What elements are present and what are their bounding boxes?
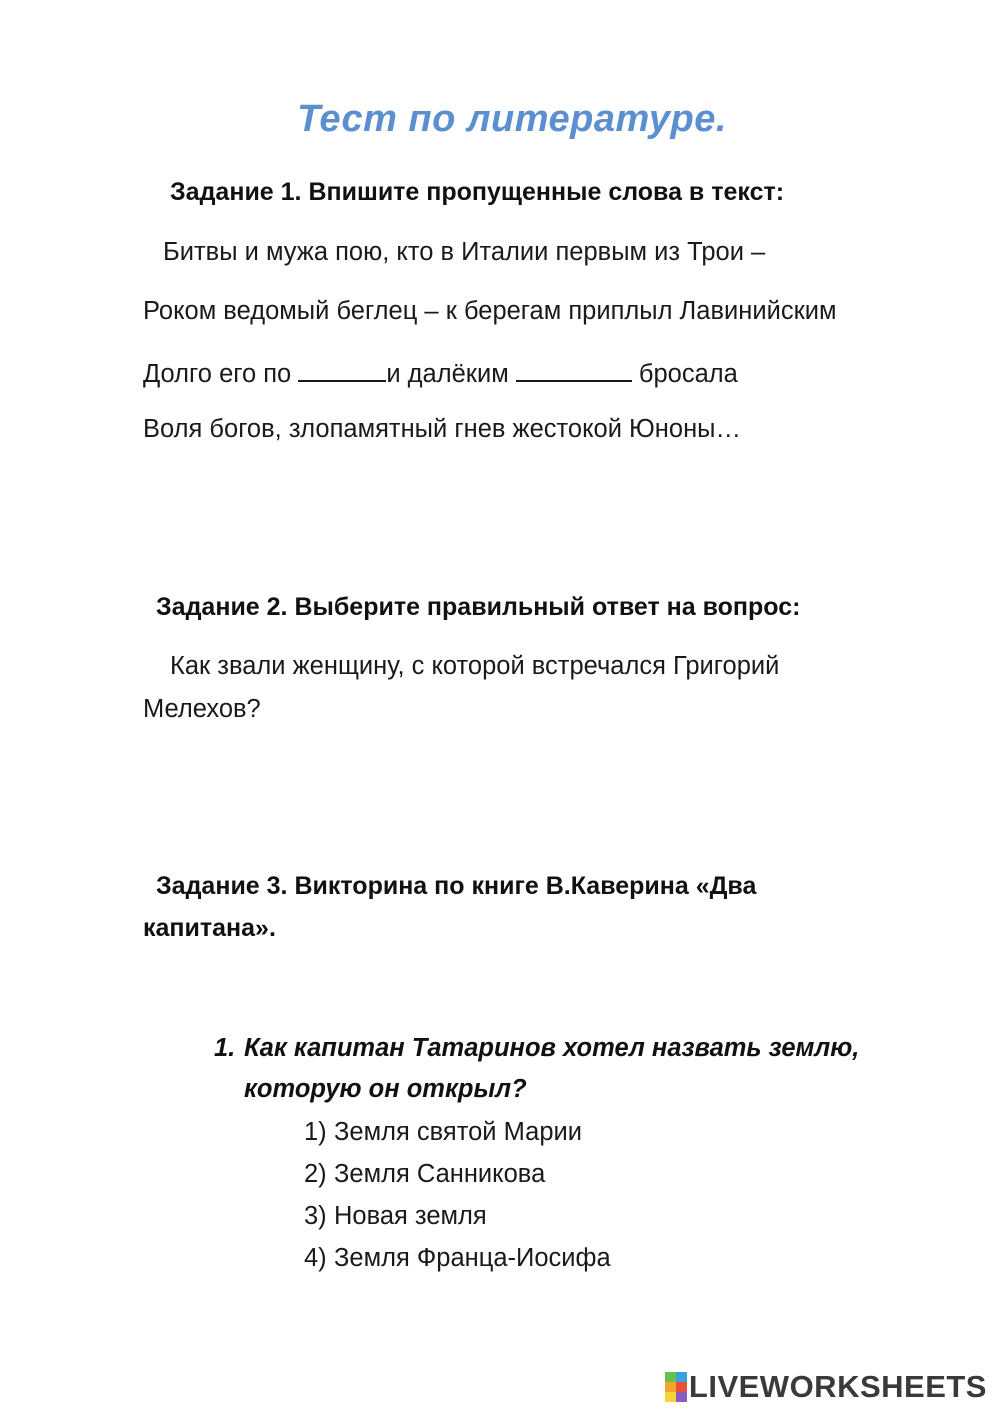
answer-option-1[interactable] xyxy=(304,1118,582,1147)
option-number: 1) xyxy=(304,1118,327,1146)
logo-square xyxy=(665,1372,676,1382)
task2-heading: Задание 2. Выберите правильный ответ на вопрос: xyxy=(156,593,801,621)
task3-heading-line-2: капитана». xyxy=(143,914,276,942)
option-label: Новая земля xyxy=(334,1202,487,1230)
task2-question-line-2: Мелехов? xyxy=(143,695,261,723)
logo-square xyxy=(676,1382,687,1392)
option-label: Земля Санникова xyxy=(334,1160,546,1188)
task2-question-line-1: Как звали женщину, с которой встречался Григорий xyxy=(170,652,780,680)
task1-line-3-part-a: Долго его по xyxy=(143,360,299,388)
task1-line-2: Роком ведомый беглец – к берегам приплыл Лавинийским xyxy=(143,297,837,325)
answer-option-3[interactable] xyxy=(304,1202,487,1231)
option-number: 3) xyxy=(304,1202,327,1230)
logo-square xyxy=(665,1382,676,1392)
option-number: 4) xyxy=(304,1244,327,1272)
task1-line-4: Воля богов, злопамятный гнев жестокой Юноны… xyxy=(143,415,741,443)
option-label: Земля святой Марии xyxy=(334,1118,582,1146)
logo-square xyxy=(676,1392,687,1402)
task1-heading: Задание 1. Впишите пропущенные слова в текст: xyxy=(170,178,785,206)
task1-line-3-part-c: бросала xyxy=(631,360,738,388)
logo-square xyxy=(676,1372,687,1382)
option-label: Земля Франца-Иосифа xyxy=(334,1244,611,1272)
liveworksheets-brand[interactable] xyxy=(665,1369,987,1405)
brand-name: LIVEWORKSHEETS xyxy=(688,1369,987,1404)
blank-field-2[interactable] xyxy=(516,356,632,382)
blank-field-1[interactable] xyxy=(298,356,386,382)
answer-option-2[interactable] xyxy=(304,1160,545,1189)
task1-line-3 xyxy=(143,356,738,389)
question-text-line-2: которую он открыл? xyxy=(244,1075,527,1103)
page-title: Тест по литературе. xyxy=(297,98,727,140)
task1-line-3-part-b: и далёким xyxy=(386,360,516,388)
task1-line-1: Битвы и мужа пою, кто в Италии первым из Трои – xyxy=(163,238,766,266)
liveworksheets-logo-icon xyxy=(665,1372,687,1402)
logo-square xyxy=(665,1392,676,1402)
task3-heading-line-1: Задание 3. Викторина по книге В.Каверина «Два xyxy=(156,872,757,900)
question-text-line-1: Как капитан Татаринов хотел назвать землю, xyxy=(244,1034,860,1062)
answer-option-4[interactable] xyxy=(304,1244,611,1273)
option-number: 2) xyxy=(304,1160,327,1188)
question-number: 1. xyxy=(214,1034,236,1062)
